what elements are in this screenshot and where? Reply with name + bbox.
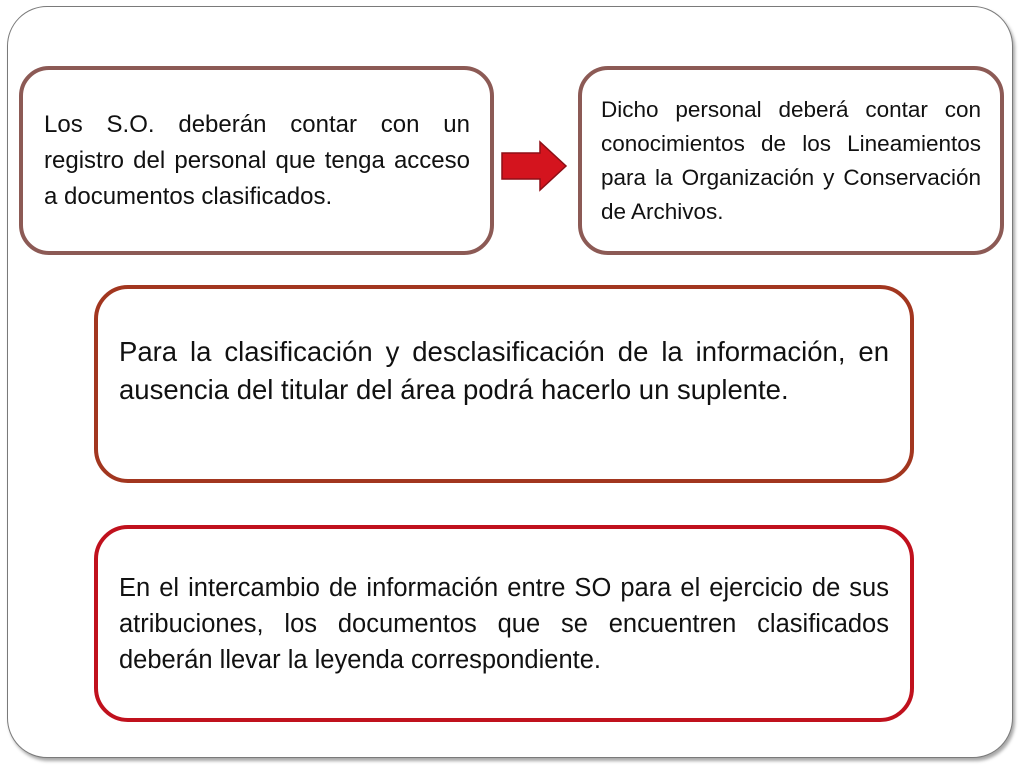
box-intercambio-informacion [94,525,914,722]
box-registro-personal-text: Los S.O. deberán contar con un registro del personal que tenga acceso a documentos clasificados. [44,110,470,210]
box-registro-personal [19,66,494,255]
box-intercambio-informacion-text: En el intercambio de información entre SO para el ejercicio de sus atribuciones, los documentos que se encuentren clasificados deberán llevar la leyenda correspondiente. [119,573,889,674]
arrow-right-icon [500,140,568,192]
box-clasificacion-suplente-text: Para la clasificación y desclasificación de la información, en ausencia del titular del área podrá hacerlo un suplente. [119,336,889,405]
box-clasificacion-suplente [94,285,914,483]
box-conocimientos-lineamientos-text: Dicho personal deberá contar con conocimientos de los Lineamientos para la Organización y Conservación de Archivos. [601,96,981,224]
box-conocimientos-lineamientos [578,66,1004,255]
